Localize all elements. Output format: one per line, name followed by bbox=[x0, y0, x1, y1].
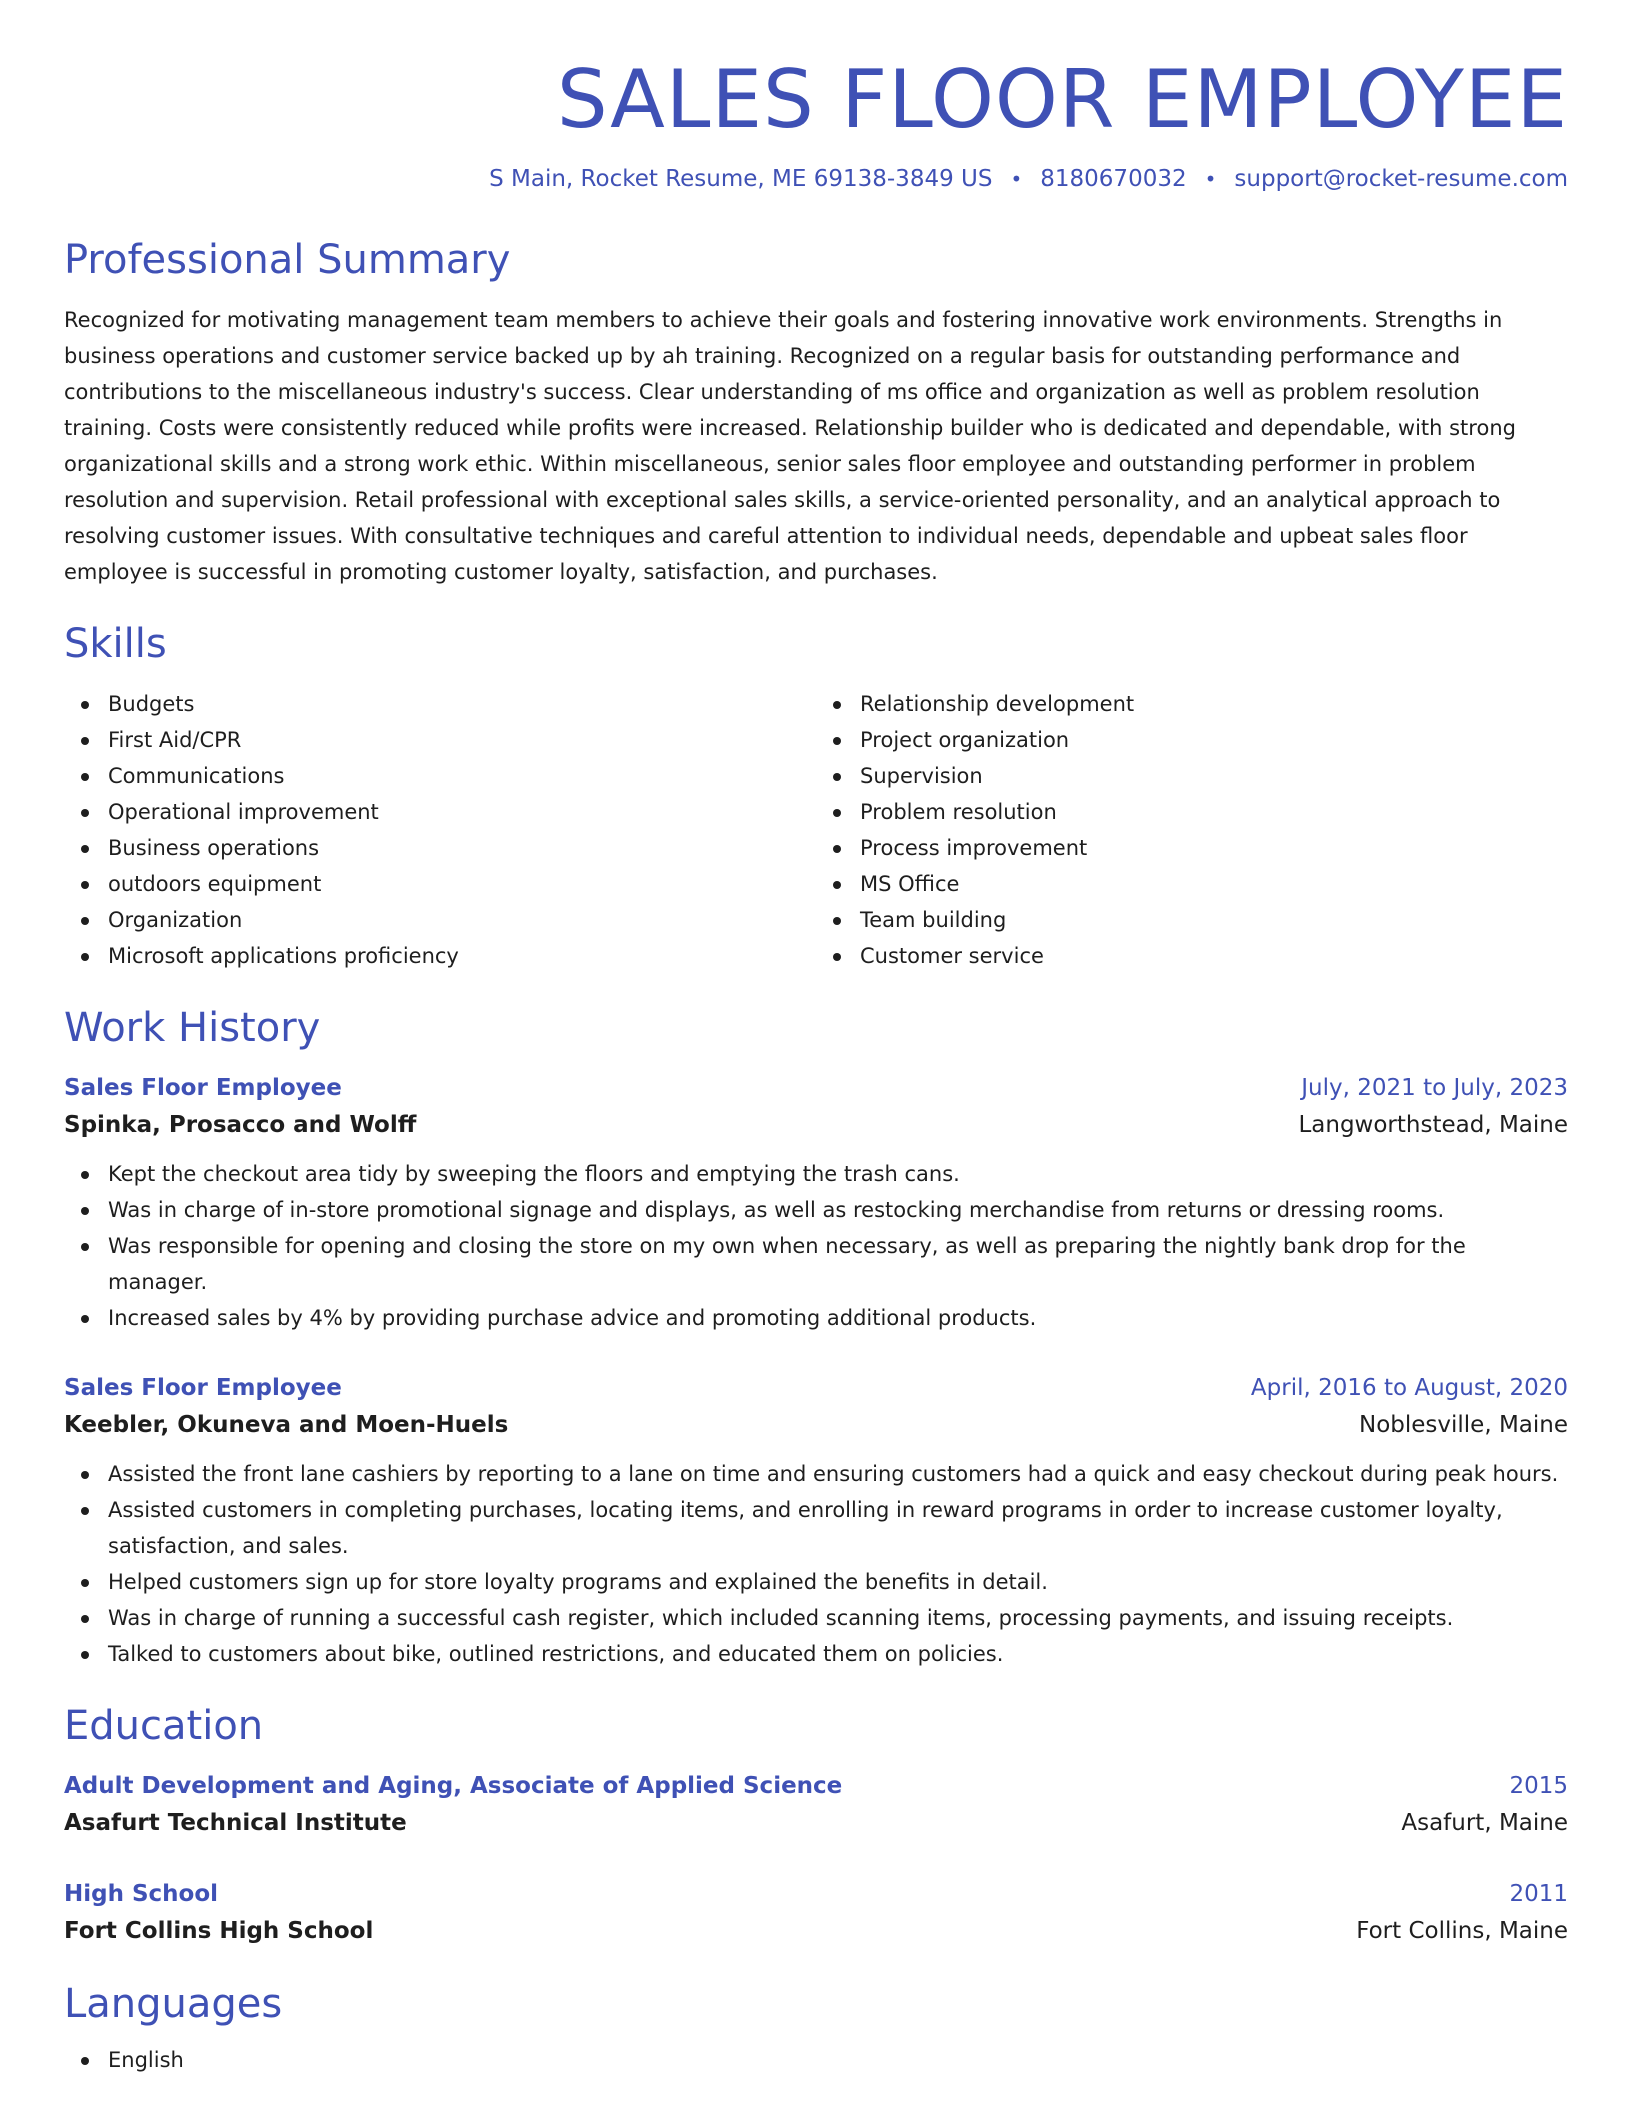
skill-item: Project organization bbox=[816, 722, 1568, 758]
skill-item: Organization bbox=[64, 902, 816, 938]
job-employer: Keebler, Okuneva and Moen-Huels bbox=[64, 1412, 509, 1438]
job-dates: July, 2021 to July, 2023 bbox=[1301, 1075, 1568, 1101]
job-location: Noblesville, Maine bbox=[1358, 1412, 1568, 1438]
skills-columns bbox=[64, 686, 1568, 974]
graduation-year: 2015 bbox=[1509, 1773, 1568, 1799]
duty-item: Assisted the front lane cashiers by reporting to a lane on time and ensuring customers had a quick and easy checkout during peak hours. bbox=[64, 1456, 1568, 1492]
skill-item: Business operations bbox=[64, 830, 816, 866]
skill-item: Microsoft applications proficiency bbox=[64, 938, 816, 974]
contact-separator: • bbox=[1204, 167, 1217, 191]
skill-item: outdoors equipment bbox=[64, 866, 816, 902]
skill-item: Process improvement bbox=[816, 830, 1568, 866]
duty-item: Was responsible for opening and closing the store on my own when necessary, as well as preparing the nightly bank drop for the manager. bbox=[64, 1228, 1568, 1300]
contact-email[interactable]: support@rocket-resume.com bbox=[1234, 166, 1568, 192]
duty-item: Was in charge of in-store promotional signage and displays, as well as restocking merchandise from returns or dressing rooms. bbox=[64, 1192, 1568, 1228]
duty-item: Assisted customers in completing purchases, locating items, and enrolling in reward programs in order to increase customer loyalty, satisfaction, and sales. bbox=[64, 1492, 1568, 1564]
work-entry bbox=[64, 1070, 1568, 1336]
job-title: Sales Floor Employee bbox=[64, 1075, 342, 1101]
school-name: Asafurt Technical Institute bbox=[64, 1810, 407, 1836]
skill-item: Budgets bbox=[64, 686, 816, 722]
skill-item: Team building bbox=[816, 902, 1568, 938]
degree-title: High School bbox=[64, 1881, 219, 1907]
skills-left-list bbox=[64, 686, 816, 974]
skills-right-list bbox=[816, 686, 1568, 974]
duty-item: Increased sales by 4% by providing purchase advice and promoting additional products. bbox=[64, 1300, 1568, 1336]
contact-address: S Main, Rocket Resume, ME 69138-3849 US bbox=[489, 166, 993, 192]
skill-item: First Aid/CPR bbox=[64, 722, 816, 758]
education-entry bbox=[64, 1768, 1568, 1842]
skills-heading: Skills bbox=[64, 621, 167, 667]
resume-name: SALES FLOOR EMPLOYEE bbox=[556, 53, 1568, 146]
work-entry bbox=[64, 1370, 1568, 1672]
contact-line bbox=[64, 166, 1568, 192]
skill-item: Supervision bbox=[816, 758, 1568, 794]
job-title: Sales Floor Employee bbox=[64, 1375, 342, 1401]
skill-item: Operational improvement bbox=[64, 794, 816, 830]
education-heading: Education bbox=[64, 1703, 264, 1749]
language-item: English bbox=[64, 2042, 1568, 2078]
school-name: Fort Collins High School bbox=[64, 1918, 374, 1944]
skill-item: MS Office bbox=[816, 866, 1568, 902]
duty-item: Helped customers sign up for store loyalty programs and explained the benefits in detail. bbox=[64, 1564, 1568, 1600]
school-location: Asafurt, Maine bbox=[1401, 1810, 1568, 1836]
contact-separator: • bbox=[1010, 167, 1023, 191]
summary-text: Recognized for motivating management team members to achieve their goals and fostering innovative work environments. Strengths in business operations and customer service backed up by ah training. Recognized on a regular basis for outstanding performance and contributions to the miscellaneous industry's success. Clear understanding of ms office and organization as well as problem resolution training. Costs were consistently reduced while profits were increased. Relationship builder who is dedicated and dependable, with strong organizational skills and a strong work ethic. Within miscellaneous, senior sales floor employee and outstanding performer in problem resolution and supervision. Retail professional with exceptional sales skills, a service-oriented personality, and an analytical approach to resolving customer issues. With consultative techniques and careful attention to individual needs, dependable and upbeat sales floor employee is successful in promoting customer loyalty, satisfaction, and purchases. bbox=[64, 308, 1516, 584]
contact-phone: 8180670032 bbox=[1040, 166, 1187, 192]
graduation-year: 2011 bbox=[1509, 1881, 1568, 1907]
job-duties bbox=[64, 1456, 1568, 1672]
duty-item: Was in charge of running a successful cash register, which included scanning items, processing payments, and issuing receipts. bbox=[64, 1600, 1568, 1636]
job-location: Langworthstead, Maine bbox=[1298, 1112, 1568, 1138]
summary-heading: Professional Summary bbox=[64, 237, 511, 283]
job-employer: Spinka, Prosacco and Wolff bbox=[64, 1112, 417, 1138]
languages-heading: Languages bbox=[64, 1981, 283, 2027]
skill-item: Communications bbox=[64, 758, 816, 794]
skill-item: Problem resolution bbox=[816, 794, 1568, 830]
languages-list bbox=[64, 2042, 1568, 2078]
skill-item: Relationship development bbox=[816, 686, 1568, 722]
school-location: Fort Collins, Maine bbox=[1356, 1918, 1568, 1944]
job-duties bbox=[64, 1156, 1568, 1336]
degree-title: Adult Development and Aging, Associate of Applied Science bbox=[64, 1773, 843, 1799]
skill-item: Customer service bbox=[816, 938, 1568, 974]
education-entry bbox=[64, 1876, 1568, 1950]
duty-item: Kept the checkout area tidy by sweeping the floors and emptying the trash cans. bbox=[64, 1156, 1568, 1192]
job-dates: April, 2016 to August, 2020 bbox=[1250, 1375, 1568, 1401]
duty-item: Talked to customers about bike, outlined restrictions, and educated them on policies. bbox=[64, 1636, 1568, 1672]
work-heading: Work History bbox=[64, 1005, 321, 1051]
